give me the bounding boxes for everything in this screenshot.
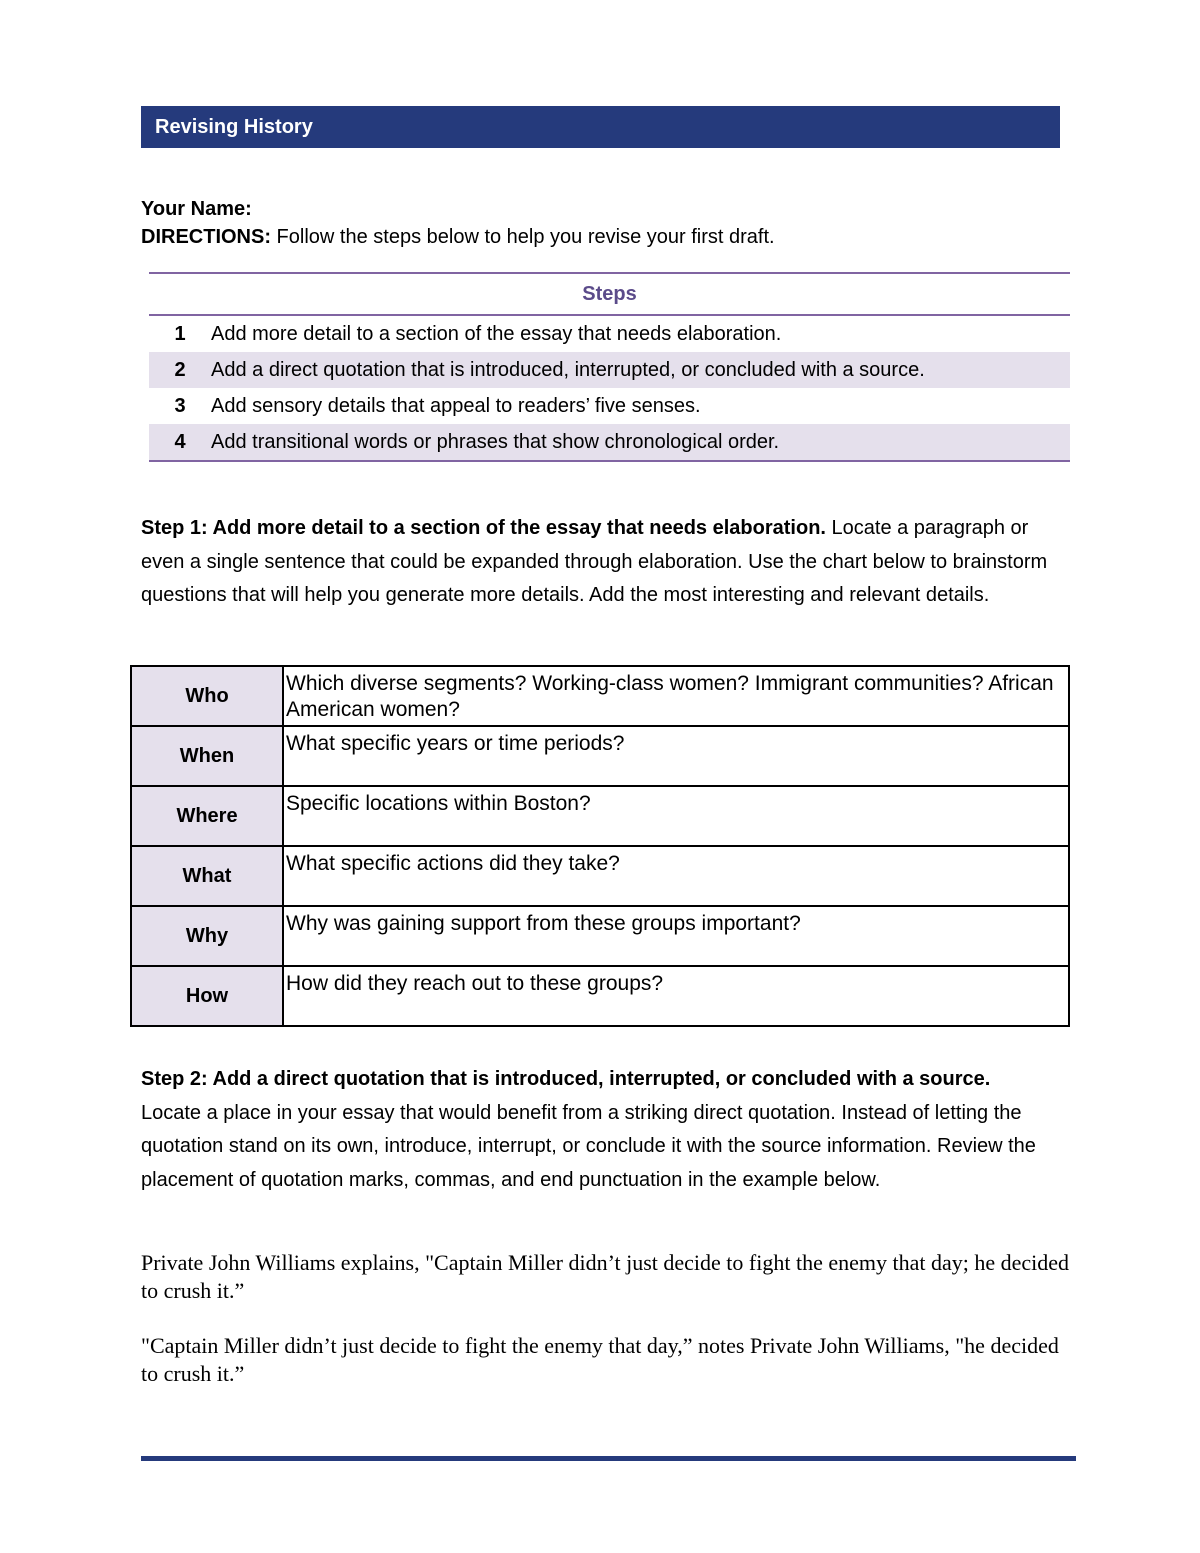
step-text: Add a direct quotation that is introduced, interrupted, or concluded with a source. xyxy=(211,352,1070,388)
step-number: 4 xyxy=(149,424,211,461)
directions xyxy=(141,226,775,249)
chart-question: Specific locations within Boston? xyxy=(283,786,1069,846)
page-title: Revising History xyxy=(155,116,313,138)
chart-question: Which diverse segments? Working-class women? Immigrant communities? African American women? xyxy=(283,666,1069,726)
steps-header-row xyxy=(149,273,1070,315)
quote-example-1: Private John Williams explains, "Captain Miller didn’t just decide to fight the enemy that day; he decided to crush it.” xyxy=(141,1250,1070,1303)
name-label: Your Name: xyxy=(141,198,252,220)
chart-row xyxy=(131,846,1069,906)
step-row xyxy=(149,352,1070,388)
quote-example-2: "Captain Miller didn’t just decide to fight the enemy that day,” notes Private John Williams, "he decided to crush it.” xyxy=(141,1333,1059,1386)
step1-heading: Step 1: Add more detail to a section of the essay that needs elaboration. xyxy=(141,517,826,539)
step-row xyxy=(149,388,1070,424)
chart-row xyxy=(131,906,1069,966)
step-text: Add transitional words or phrases that show chronological order. xyxy=(211,424,1070,461)
chart-row xyxy=(131,666,1069,726)
chart-question: Why was gaining support from these groups important? xyxy=(283,906,1069,966)
chart-label-who: Who xyxy=(131,666,283,726)
chart-question: How did they reach out to these groups? xyxy=(283,966,1069,1026)
step-row xyxy=(149,315,1070,352)
step1-body: Locate a paragraph or even a single sentence that could be expanded through elaboration. Use the chart below to brainstorm questions that will help you generate more details. Add the most interesting and relevant details. xyxy=(141,517,1048,606)
chart-row xyxy=(131,726,1069,786)
step2-body: Locate a place in your essay that would benefit from a striking direct quotation. Instead of letting the quotation stand on its own, introduce, interrupt, or conclude it with the source information. Review the placement of quotation marks, commas, and end punctuation in the example below. xyxy=(141,1101,1036,1191)
step2-heading: Step 2: Add a direct quotation that is introduced, interrupted, or concluded with a source. xyxy=(141,1068,991,1090)
chart-row xyxy=(131,966,1069,1026)
step-number: 3 xyxy=(174,394,186,417)
chart-label-when: When xyxy=(131,726,283,786)
chart-row xyxy=(131,786,1069,846)
chart-question: What specific actions did they take? xyxy=(283,846,1069,906)
steps-table xyxy=(149,272,1070,462)
steps-header: Steps xyxy=(149,273,1070,315)
step-number: 1 xyxy=(174,322,186,345)
step-text: Add sensory details that appeal to readers’ five senses. xyxy=(211,394,701,417)
chart-question: What specific years or time periods? xyxy=(283,726,1069,786)
chart-label-how: How xyxy=(131,966,283,1026)
step-row xyxy=(149,424,1070,461)
step-number: 2 xyxy=(149,352,211,388)
step-text: Add more detail to a section of the essay that needs elaboration. xyxy=(211,322,782,345)
footer-rule xyxy=(141,1456,1076,1461)
step1-paragraph xyxy=(141,512,1051,613)
chart-label-where: Where xyxy=(131,786,283,846)
directions-label: DIRECTIONS: xyxy=(141,226,271,248)
directions-text: Follow the steps below to help you revise your first draft. xyxy=(271,226,775,248)
chart-label-what: What xyxy=(131,846,283,906)
elaboration-chart xyxy=(130,665,1070,1027)
chart-label-why: Why xyxy=(131,906,283,966)
step2-paragraph xyxy=(141,1063,1051,1197)
title-banner xyxy=(141,106,1060,148)
